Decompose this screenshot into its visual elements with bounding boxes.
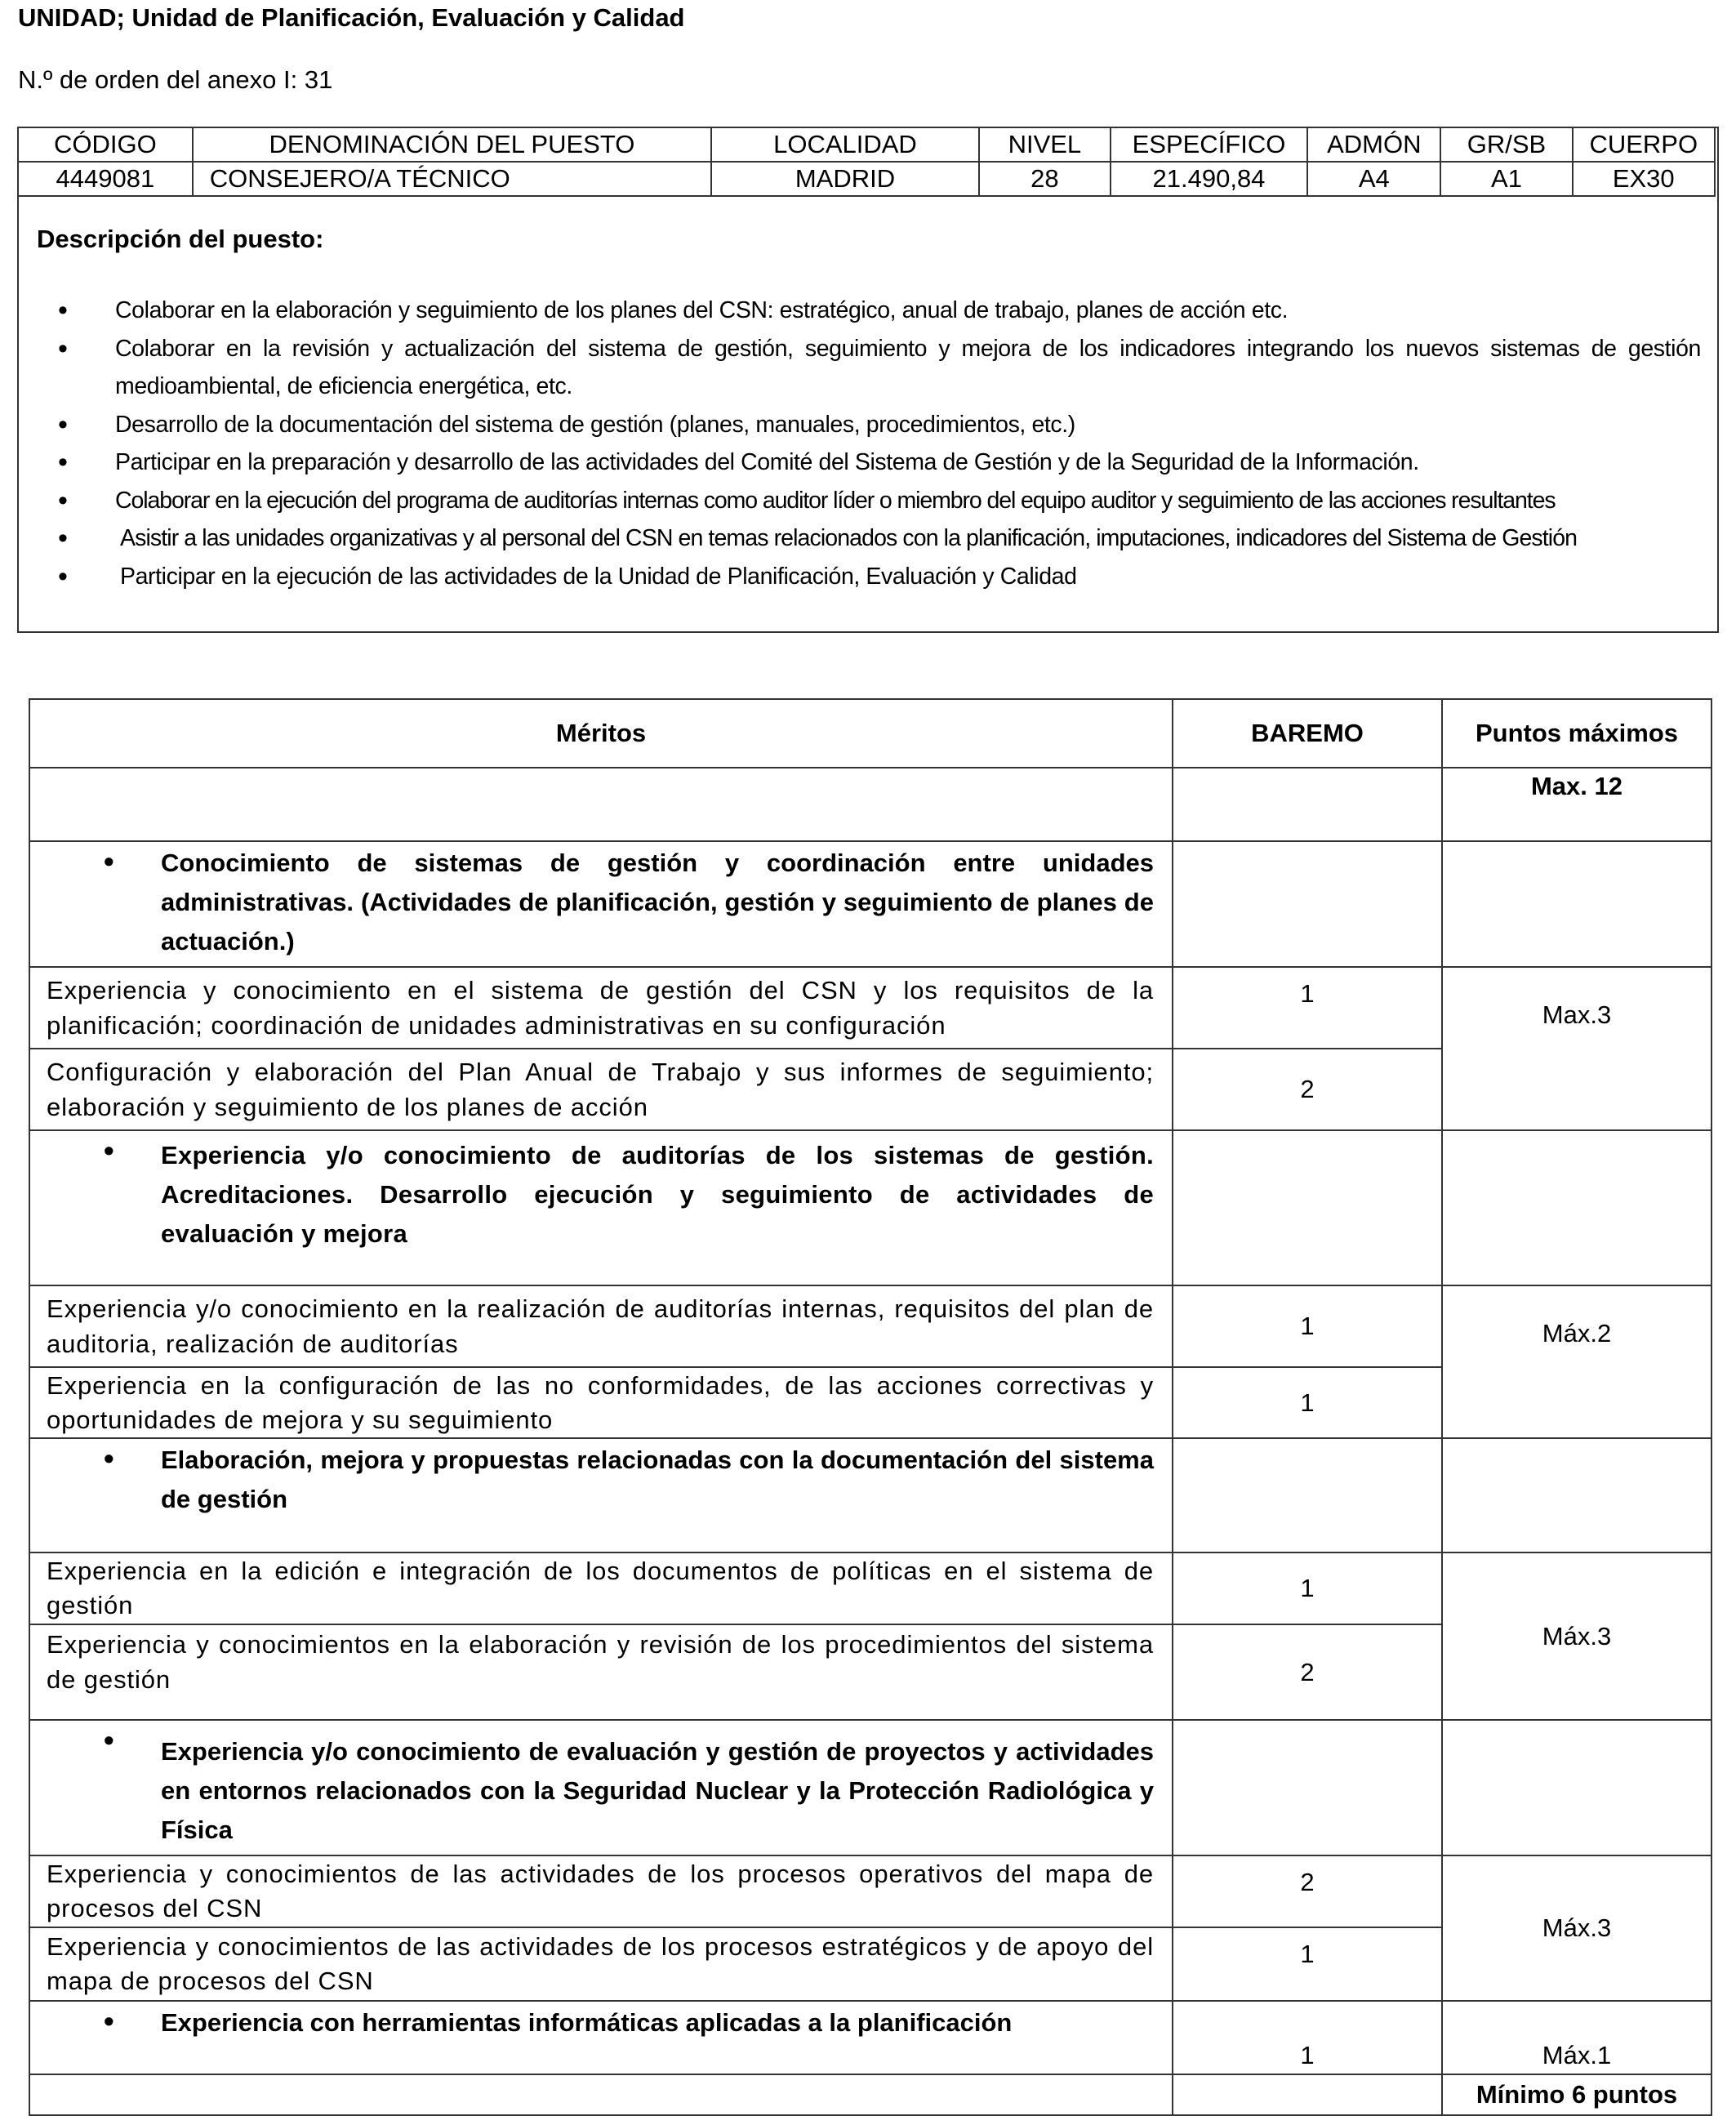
job-title: CONSEJERO/A TÉCNICO [193, 162, 711, 196]
job-corps: EX30 [1573, 162, 1715, 196]
overall-max-row [29, 768, 1712, 841]
merit-section-max: Máx.2 [1442, 1285, 1712, 1438]
column-header: GR/SB [1440, 127, 1572, 162]
merit-item-points: 1 [1173, 1367, 1442, 1438]
description-item: • Colaborar en la elaboración y seguimiento de los planes del CSN: estratégico, anual de trabajo, planes de acción etc. [19, 292, 1701, 330]
job-location: MADRID [711, 162, 979, 196]
merit-item-points: 1 [1173, 1285, 1442, 1367]
column-header: NIVEL [979, 127, 1111, 162]
merit-item-row [29, 967, 1712, 1049]
scale-column-header: BAREMO [1173, 699, 1442, 768]
job-table-header-row [18, 127, 1715, 162]
merit-item-text: Experiencia y conocimientos en la elaboración y revisión de los procedimientos del sistema de gestión [29, 1624, 1173, 1720]
merits-table [29, 698, 1712, 2116]
column-header: CÓDIGO [18, 127, 193, 162]
column-header: ESPECÍFICO [1111, 127, 1307, 162]
description-label: Descripción del puesto: [37, 225, 324, 253]
description-item: • Participar en la ejecución de las actividades de la Unidad de Planificación, Evaluación y Calidad [19, 558, 1701, 596]
merit-item-points: 2 [1173, 1855, 1442, 1927]
overall-max: Max. 12 [1442, 768, 1712, 841]
merit-item-text: Experiencia en la edición e integración de los documentos de políticas en el sistema de gestión [29, 1552, 1173, 1624]
merit-item-row [29, 1285, 1712, 1367]
merit-section-title: • Experiencia y/o conocimiento de auditorías de los sistemas de gestión. Acreditaciones. Desarrollo ejecución y seguimiento de actividades de evaluación y mejora [29, 1130, 1173, 1285]
merit-section-row [29, 1438, 1712, 1552]
merit-section-title: • Elaboración, mejora y propuestas relacionadas con la documentación del sistema de gestión [29, 1438, 1173, 1552]
merit-section-max: Max.3 [1442, 967, 1712, 1130]
merits-column-header: Méritos [29, 699, 1173, 768]
merit-item-points: 1 [1173, 967, 1442, 1049]
merit-item-points: 1 [1173, 2001, 1442, 2074]
column-header: CUERPO [1573, 127, 1715, 162]
column-header: DENOMINACIÓN DEL PUESTO [193, 127, 711, 162]
description-item: • Colaborar en la revisión y actualización del sistema de gestión, seguimiento y mejora de los indicadores integrando los nuevos sistemas de gestión medioambiental, de eficiencia energética, etc. [19, 330, 1701, 406]
job-group: A1 [1440, 162, 1572, 196]
job-specific-amount: 21.490,84 [1111, 162, 1307, 196]
merit-item-text: Experiencia y conocimiento en el sistema de gestión del CSN y los requisitos de la planificación; coordinación de unidades administrativas en su configuración [29, 967, 1173, 1049]
job-admon: A4 [1307, 162, 1440, 196]
merit-section-title: • Experiencia y/o conocimiento de evaluación y gestión de proyectos y actividades en entornos relacionados con la Seguridad Nuclear y la Protección Radiológica y Física [29, 1720, 1173, 1855]
unit-title: UNIDAD; Unidad de Planificación, Evaluación y Calidad [18, 3, 685, 32]
description-item: • Desarrollo de la documentación del sistema de gestión (planes, manuales, procedimientos, etc.) [19, 406, 1701, 444]
merit-section-row [29, 1130, 1712, 1285]
description-item: • Colaborar en la ejecución del programa de auditorías internas como auditor líder o miembro del equipo auditor y seguimiento de las acciones resultantes [19, 482, 1701, 520]
description-list [19, 292, 1701, 595]
description-item: • Asistir a las unidades organizativas y al personal del CSN en temas relacionados con la planificación, imputaciones, indicadores del Sistema de Gestión [19, 519, 1701, 558]
column-header: LOCALIDAD [711, 127, 979, 162]
merit-item-points: 2 [1173, 1624, 1442, 1720]
merit-item-row [29, 1552, 1712, 1624]
merit-item-text: Experiencia en la configuración de las no conformidades, de las acciones correctivas y oportunidades de mejora y su seguimiento [29, 1367, 1173, 1438]
merit-section-title: • Experiencia con herramientas informáticas aplicadas a la planificación [29, 2001, 1173, 2074]
merit-item-points: 2 [1173, 1049, 1442, 1130]
merit-section-title: • Conocimiento de sistemas de gestión y coordinación entre unidades administrativas. (Actividades de planificación, gestión y seguimiento de planes de actuación.) [29, 841, 1173, 967]
merit-item-row [29, 1855, 1712, 1927]
job-level: 28 [979, 162, 1111, 196]
merits-header-row [29, 699, 1712, 768]
merit-item-text: Experiencia y conocimientos de las actividades de los procesos operativos del mapa de procesos del CSN [29, 1855, 1173, 1927]
merit-section-row [29, 1720, 1712, 1855]
annex-order-number: N.º de orden del anexo I: 31 [18, 65, 333, 94]
merit-section-max: Máx.3 [1442, 1855, 1712, 2001]
job-table [17, 127, 1716, 197]
minimum-points: Mínimo 6 puntos [1442, 2074, 1712, 2115]
merit-item-points: 1 [1173, 1927, 1442, 2001]
merit-section-row [29, 841, 1712, 967]
column-header: ADMÓN [1307, 127, 1440, 162]
merit-item-text: Experiencia y/o conocimiento en la realización de auditorías internas, requisitos del plan de auditoria, realización de auditorías [29, 1285, 1173, 1367]
job-description-box [17, 127, 1719, 633]
minimum-row [29, 2074, 1712, 2115]
merit-item-points: 1 [1173, 1552, 1442, 1624]
merit-item-text: Experiencia y conocimientos de las actividades de los procesos estratégicos y de apoyo del mapa de procesos del CSN [29, 1927, 1173, 2001]
job-code: 4449081 [18, 162, 193, 196]
merit-section-max: Máx.3 [1442, 1552, 1712, 1720]
max-points-column-header: Puntos máximos [1442, 699, 1712, 768]
merit-section-max: Máx.1 [1442, 2001, 1712, 2074]
description-item: • Participar en la preparación y desarrollo de las actividades del Comité del Sistema de Gestión y de la Seguridad de la Información. [19, 443, 1701, 482]
job-table-row [18, 162, 1715, 196]
merit-section-row [29, 2001, 1712, 2074]
merit-item-text: Configuración y elaboración del Plan Anual de Trabajo y sus informes de seguimiento; elaboración y seguimiento de los planes de acción [29, 1049, 1173, 1130]
